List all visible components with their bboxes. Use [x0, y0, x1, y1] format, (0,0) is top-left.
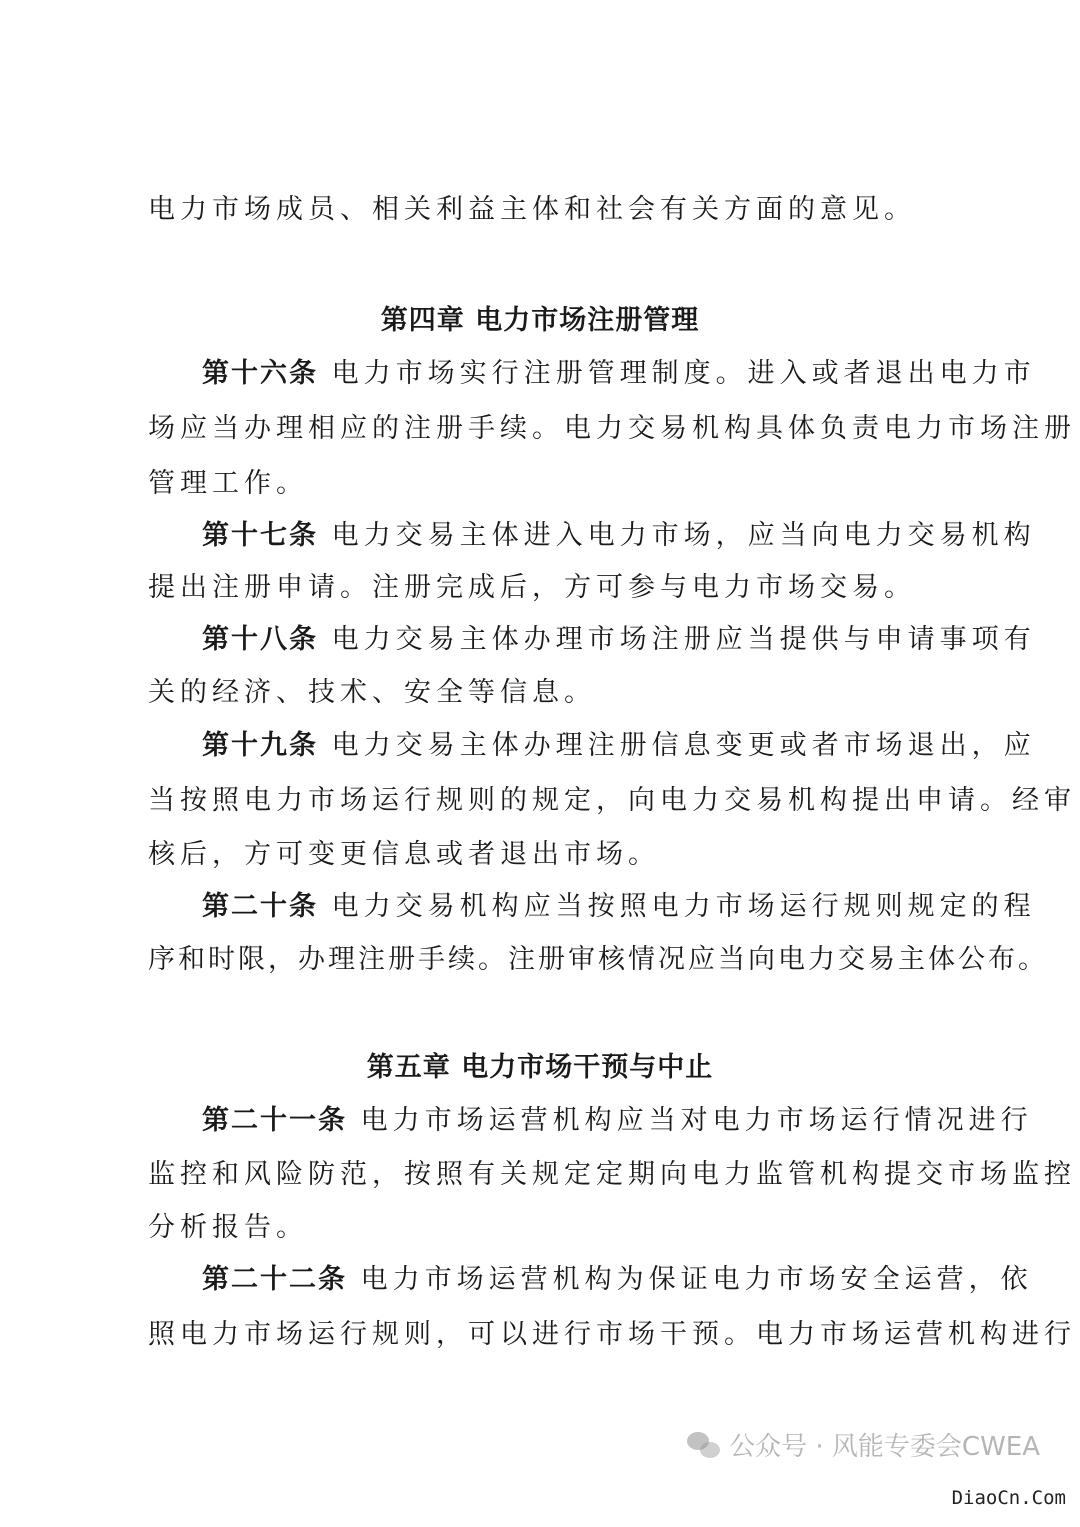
article-22-number: 第二十二条	[202, 1264, 347, 1295]
article-19-line-1	[202, 728, 1036, 764]
article-18-line-2: 关的经济、技术、安全等信息。	[148, 677, 596, 708]
chapter-4-heading: 第四章 电力市场注册管理	[380, 305, 700, 336]
article-17-line-1	[202, 518, 1036, 554]
article-19-number: 第十九条	[202, 730, 318, 761]
article-18-line-1	[202, 622, 1036, 658]
article-19-line-3: 核后，方可变更信息或者退出市场。	[148, 839, 660, 870]
article-18-number: 第十八条	[202, 624, 318, 655]
site-watermark: DiaoCn.Com	[948, 1486, 1070, 1510]
article-17-text-1: 电力交易主体进入电力市场，应当向电力交易机构	[331, 520, 1036, 551]
article-16-line-1	[202, 356, 1036, 392]
article-21-text-1: 电力市场运营机构应当对电力市场运行情况进行	[360, 1105, 1033, 1136]
article-19-line-2: 当按照电力市场运行规则的规定，向电力交易机构提出申请。经审	[148, 785, 1076, 816]
article-21-number: 第二十一条	[202, 1105, 347, 1136]
article-16-line-2: 场应当办理相应的注册手续。电力交易机构具体负责电力市场注册	[148, 413, 1076, 444]
article-22-line-1	[202, 1262, 1033, 1298]
article-16-number: 第十六条	[202, 358, 318, 389]
watermark-text: 公众号 · 风能专委会CWEA	[729, 1432, 1040, 1462]
article-19-text-1: 电力交易主体办理注册信息变更或者市场退出，应	[331, 730, 1036, 761]
article-20-line-1	[202, 889, 1036, 925]
article-17-line-2: 提出注册申请。注册完成后，方可参与电力市场交易。	[148, 572, 916, 603]
article-17-number: 第十七条	[202, 520, 318, 551]
chapter-5-heading: 第五章 电力市场干预与中止	[366, 1052, 714, 1083]
article-22-line-2: 照电力市场运行规则，可以进行市场干预。电力市场运营机构进行	[148, 1319, 1076, 1350]
article-18-text-1: 电力交易主体办理市场注册应当提供与申请事项有	[331, 624, 1036, 655]
article-22-text-1: 电力市场运营机构为保证电力市场安全运营，依	[360, 1264, 1033, 1295]
article-20-line-2: 序和时限，办理注册手续。注册审核情况应当向电力交易主体公布。	[148, 944, 1048, 975]
article-21-line-1	[202, 1103, 1033, 1139]
article-20-text-1: 电力交易机构应当按照电力市场运行规则规定的程	[331, 891, 1036, 922]
article-16-line-3: 管理工作。	[148, 468, 308, 499]
paragraph-continuation: 电力市场成员、相关利益主体和社会有关方面的意见。	[148, 194, 916, 225]
wechat-icon	[687, 1430, 721, 1460]
article-16-text-1: 电力市场实行注册管理制度。进入或者退出电力市	[331, 358, 1036, 389]
article-20-number: 第二十条	[202, 891, 318, 922]
article-21-line-3: 分析报告。	[148, 1212, 308, 1243]
wechat-watermark	[687, 1426, 1040, 1463]
article-21-line-2: 监控和风险防范，按照有关规定定期向电力监管机构提交市场监控	[148, 1159, 1076, 1190]
